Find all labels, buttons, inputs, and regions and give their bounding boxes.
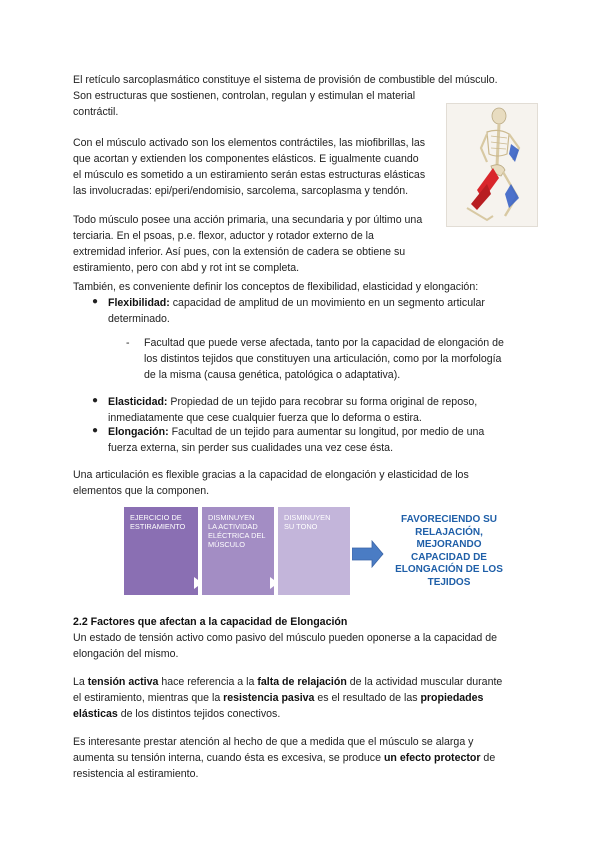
paragraph-line: el músculo es sometido a un estiramiento serán estas estructuras elásticas	[73, 169, 426, 181]
paragraph-line: Facultad que puede verse afectada, tanto por la capacidad de elongación de	[144, 337, 504, 349]
step-label: SU TONO	[284, 522, 318, 531]
text-run: de los distintos tejidos conectivos.	[117, 708, 281, 720]
text-run: La	[73, 676, 88, 688]
step-label: LA ACTIVIDAD	[208, 522, 258, 531]
paragraph-line: Son estructuras que sostienen, controlan, regulan y estimulan el material	[73, 90, 416, 102]
paragraph-line: estiramiento, pero con abd y rot int se completa.	[73, 262, 300, 274]
step-label: MÚSCULO	[208, 540, 245, 549]
paragraph-line: Es interesante prestar atención al hecho de que a medida que el músculo se alarga y	[73, 736, 474, 748]
step-label: EJERCICIO DE	[130, 513, 182, 522]
paragraph-line: Un estado de tensión activo como pasivo del músculo pueden oponerse a la capacidad de	[73, 632, 498, 644]
step-label: ESTIRAMIENTO	[130, 522, 186, 531]
flow-step-actividad	[202, 507, 274, 595]
term-resistencia-pasiva: resistencia pasiva	[223, 692, 315, 704]
term-efecto-protector: un efecto protector	[383, 752, 481, 764]
paragraph-line: También, es conveniente definir los conceptos de flexibilidad, elasticidad y elongación:	[73, 281, 479, 293]
term-falta-relajacion: falta de relajación	[257, 676, 347, 688]
term-flexibilidad: Flexibilidad:	[108, 297, 170, 309]
term-propiedades: propiedades	[420, 692, 484, 704]
step-label: ELÉCTRICA DEL	[208, 531, 266, 540]
paragraph-line: contráctil.	[73, 106, 119, 118]
paragraph-line: fuerza externa, sin perder sus cualidades una vez cese ésta.	[108, 442, 394, 454]
term-elongacion: Elongación:	[108, 426, 169, 438]
chevron-right-icon	[270, 577, 278, 589]
paragraph-line: las involucradas: epi/peri/endomisio, sarcolema, sarcoplasma y tendón.	[73, 185, 409, 197]
paragraph-line: que acortan y extienden los componentes elásticos. E igualmente cuando	[73, 153, 419, 165]
step-label: DISMINUYEN	[284, 513, 331, 522]
step-label: DISMINUYEN	[208, 513, 255, 522]
paragraph-line	[73, 690, 483, 706]
paragraph-line: Una articulación es flexible gracias a la capacidad de elongación y elasticidad de los	[73, 469, 469, 481]
dash-marker: -	[126, 337, 130, 349]
paragraph-line: resistencia al estiramiento.	[73, 768, 199, 780]
result-line: TEJIDOS	[427, 576, 471, 588]
term-elasticidad: Elasticidad:	[108, 396, 168, 408]
paragraph-line: los distintos tejidos que constituyen una articulación, como por la morfología	[144, 353, 502, 365]
flow-step-tono	[278, 507, 350, 595]
result-line: MEJORANDO	[416, 539, 482, 550]
paragraph-line: determinado.	[108, 313, 170, 325]
paragraph-line: El retículo sarcoplasmático constituye el sistema de provisión de combustible del músculo.	[73, 74, 498, 86]
skeleton-illustration	[447, 104, 537, 226]
paragraph-line: terciaria. En el psoas, p.e. flexor, aductor y rotador externo de la	[73, 230, 374, 242]
text-run: de	[480, 752, 496, 764]
bullet-marker: ●	[92, 296, 99, 307]
paragraph-line	[73, 706, 280, 722]
term-tension-activa: tensión activa	[87, 676, 159, 688]
text-run: el estiramiento, mientras que la	[73, 692, 224, 704]
bullet-marker: ●	[92, 425, 99, 436]
text-run: hace referencia a la	[158, 676, 258, 688]
definition-elongacion	[108, 424, 484, 440]
term-elasticas: elásticas	[73, 708, 118, 720]
arrow-right-icon	[352, 539, 384, 569]
definition-text: Facultad de un tejido para aumentar su longitud, por medio de una	[168, 426, 485, 438]
paragraph-line: elongación del mismo.	[73, 648, 179, 660]
definition-text: Propiedad de un tejido para recobrar su forma original de reposo,	[167, 396, 478, 408]
paragraph-line	[73, 750, 495, 766]
bullet-marker: ●	[92, 395, 99, 406]
paragraph-line: de la misma (causa genética, patológica o adaptativa).	[144, 369, 401, 381]
text-run: aumenta su tensión interna, cuando ésta es excesiva, se produce	[73, 752, 384, 764]
process-diagram	[124, 507, 360, 595]
result-line: ELONGACIÓN DE LOS	[395, 564, 503, 575]
paragraph-line: extremidad inferior. Así pues, con la extensión de cadera se obtiene su	[73, 246, 406, 258]
text-run: de la actividad muscular durante	[346, 676, 503, 688]
definition-elasticidad	[108, 394, 477, 410]
chevron-right-icon	[194, 577, 202, 589]
flow-result	[386, 514, 512, 589]
paragraph-line: Con el músculo activado son los elementos contráctiles, las miofibrillas, las	[73, 137, 426, 149]
text-run: es el resultado de las	[314, 692, 421, 704]
flow-step-ejercicio	[124, 507, 198, 595]
paragraph-line: elementos que la componen.	[73, 485, 210, 497]
anatomy-stretch-figure	[446, 103, 538, 227]
paragraph-line: inmediatamente que cese cualquier fuerza que lo deforma o estira.	[108, 412, 422, 424]
result-line: CAPACIDAD DE	[411, 551, 487, 563]
result-line: FAVORECIENDO SU	[401, 514, 497, 525]
definition-flexibilidad	[108, 295, 485, 311]
section-heading: 2.2 Factores que afectan a la capacidad de Elongación	[73, 616, 348, 628]
result-line: RELAJACIÓN,	[415, 526, 483, 538]
definition-text: capacidad de amplitud de un movimiento en un segmento articular	[169, 297, 485, 309]
paragraph-line	[73, 674, 502, 690]
paragraph-line: Todo músculo posee una acción primaria, una secundaria y por último una	[73, 214, 423, 226]
